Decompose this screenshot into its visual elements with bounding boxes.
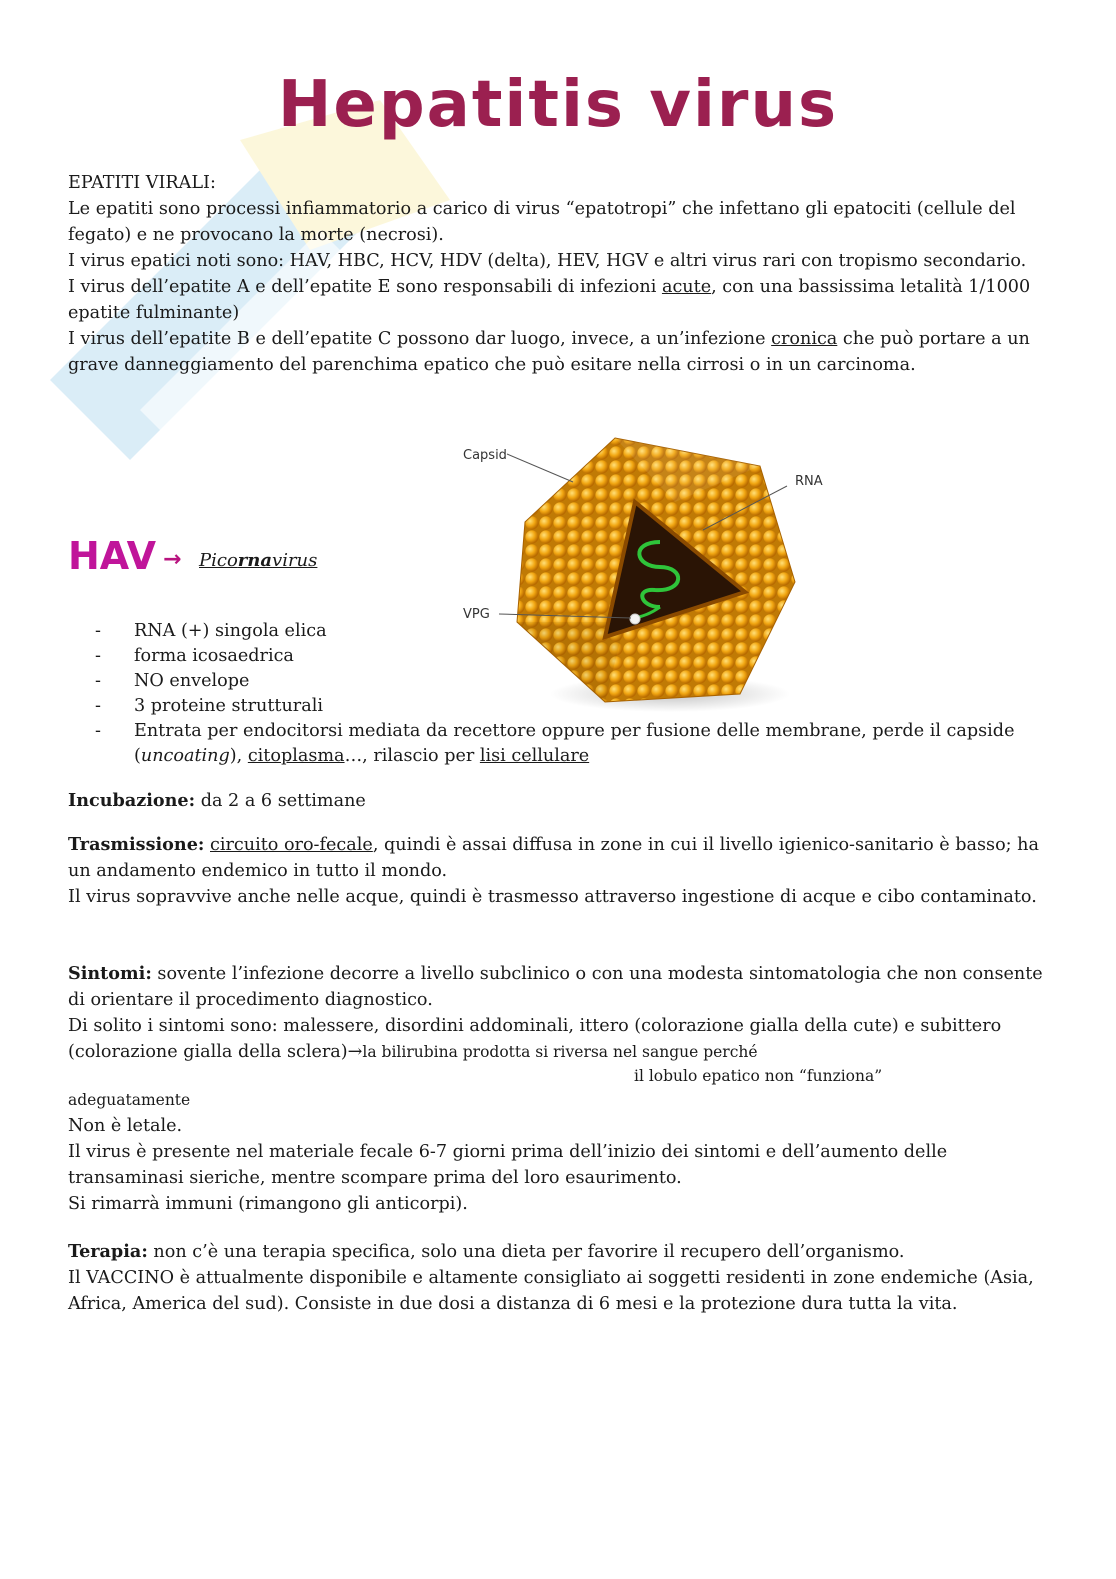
list-item-underline: lisi cellulare: [479, 746, 590, 766]
hav-properties-list: [68, 619, 1053, 769]
sintomi-paragraph-3: Non è letale.: [68, 1116, 183, 1136]
trasmissione-underline: circuito oro-fecale: [210, 835, 373, 855]
sintomi-label: Sintomi:: [68, 963, 152, 984]
trasmissione-text: , quindi è assai diffusa in zone in cui il livello igienico-sanitario è basso; ha un andamento endemico in tutto il mondo.: [68, 835, 1039, 881]
intro-p3-underline: acute: [661, 277, 712, 297]
page-title: Hepatitis virus: [277, 68, 839, 142]
hav-sub-part-1: Pico: [199, 550, 238, 571]
list-item: [68, 719, 1053, 769]
sintomi-paragraph-2: Di solito i sintomi sono: malessere, disordini addominali, ittero (colorazione gialla della cute) e subittero (colorazione gialla della sclera): [68, 1016, 1002, 1062]
intro-p4-underline: cronica: [771, 329, 838, 349]
hav-heading: HAV: [68, 534, 157, 578]
hav-subtitle: [199, 550, 317, 571]
intro-p3-text-end: , con una bassissima letalità 1/1000 epatite fulminante): [68, 277, 1031, 323]
intro-paragraph-3: [68, 274, 1053, 326]
sintomi-paragraph-5: Si rimarrà immuni (rimangono gli anticorpi).: [68, 1194, 468, 1214]
list-item-underline: citoplasma: [247, 746, 345, 766]
list-item-text: …, rilascio per: [344, 746, 480, 766]
terapia-section: [68, 1239, 1053, 1317]
hav-arrow-icon: →: [163, 547, 182, 572]
sintomi-note-3: adeguatamente: [68, 1091, 191, 1109]
intro-paragraph-2: I virus epatici noti sono: HAV, HBC, HCV, HDV (delta), HEV, HGV e altri virus rari con tropismo secondario.: [68, 251, 1027, 271]
arrow-icon: →: [347, 1042, 363, 1062]
trasmissione-section: [68, 832, 1053, 910]
trasmissione-paragraph-2: Il virus sopravvive anche nelle acque, quindi è trasmesso attraverso ingestione di acque e cibo contaminato.: [68, 887, 1037, 907]
terapia-label: Terapia:: [68, 1241, 148, 1262]
list-item-text: Entrata per endocitorsi mediata da recettore oppure per fusione delle membrane, perde il capside (: [134, 721, 1015, 766]
terapia-text: non c’è una terapia specifica, solo una dieta per favorire il recupero dell’organismo.: [147, 1242, 905, 1262]
list-item: - RNA (+) singola elica: [68, 619, 1053, 644]
sintomi-note-2: il lobulo epatico non “funziona”: [634, 1067, 883, 1085]
list-item-italic: uncoating: [140, 746, 230, 766]
rna-label: RNA: [795, 474, 823, 489]
terapia-paragraph-2: Il VACCINO è attualmente disponibile e altamente consigliato ai soggetti residenti in zone endemiche (Asia, Africa, America del sud). Consiste in due dosi a distanza di 6 mesi e la protezione dura tutta la vita.: [68, 1268, 1034, 1314]
sintomi-text: sovente l’infezione decorre a livello subclinico o con una modesta sintomatologia che non consente di orientare il procedimento diagnostico.: [68, 964, 1043, 1010]
incubazione-text: da 2 a 6 settimane: [195, 791, 366, 811]
incubazione-section: [68, 788, 1053, 814]
intro-section: [68, 170, 1053, 378]
list-item-text: ),: [229, 746, 248, 766]
list-item: - NO envelope: [68, 669, 1053, 694]
list-item: - forma icosaedrica: [68, 644, 1053, 669]
intro-heading: EPATITI VIRALI:: [68, 173, 216, 193]
capsid-label: Capsid: [463, 448, 507, 463]
vpg-label: VPG: [463, 607, 490, 622]
list-item: - 3 proteine strutturali: [68, 694, 1053, 719]
sintomi-note: la bilirubina prodotta si riversa nel sangue perché: [362, 1043, 758, 1061]
hav-sub-part-3: virus: [272, 550, 318, 571]
intro-p4-text: I virus dell’epatite B e dell’epatite C possono dar luogo, invece, a un’infezione: [68, 329, 772, 349]
trasmissione-label: Trasmissione:: [68, 834, 205, 855]
incubazione-label: Incubazione:: [68, 790, 196, 811]
intro-paragraph-1: Le epatiti sono processi infiammatorio a carico di virus “epatotropi” che infettano gli epatociti (cellule del fegato) e ne provocano la morte (necrosi).: [68, 199, 1016, 245]
sintomi-section: [68, 961, 1053, 1217]
intro-paragraph-4: [68, 326, 1053, 378]
hav-sub-part-2: rna: [237, 550, 273, 571]
intro-p3-text: I virus dell’epatite A e dell’epatite E sono responsabili di infezioni: [68, 277, 662, 297]
intro-p4-text-end: che può portare a un grave danneggiamento del parenchima epatico che può esitare nella cirrosi o in un carcinoma.: [68, 329, 1030, 375]
sintomi-paragraph-4: Il virus è presente nel materiale fecale 6-7 giorni prima dell’inizio dei sintomi e dell’aumento delle transaminasi sieriche, mentre scompare prima del loro esaurimento.: [68, 1142, 948, 1188]
